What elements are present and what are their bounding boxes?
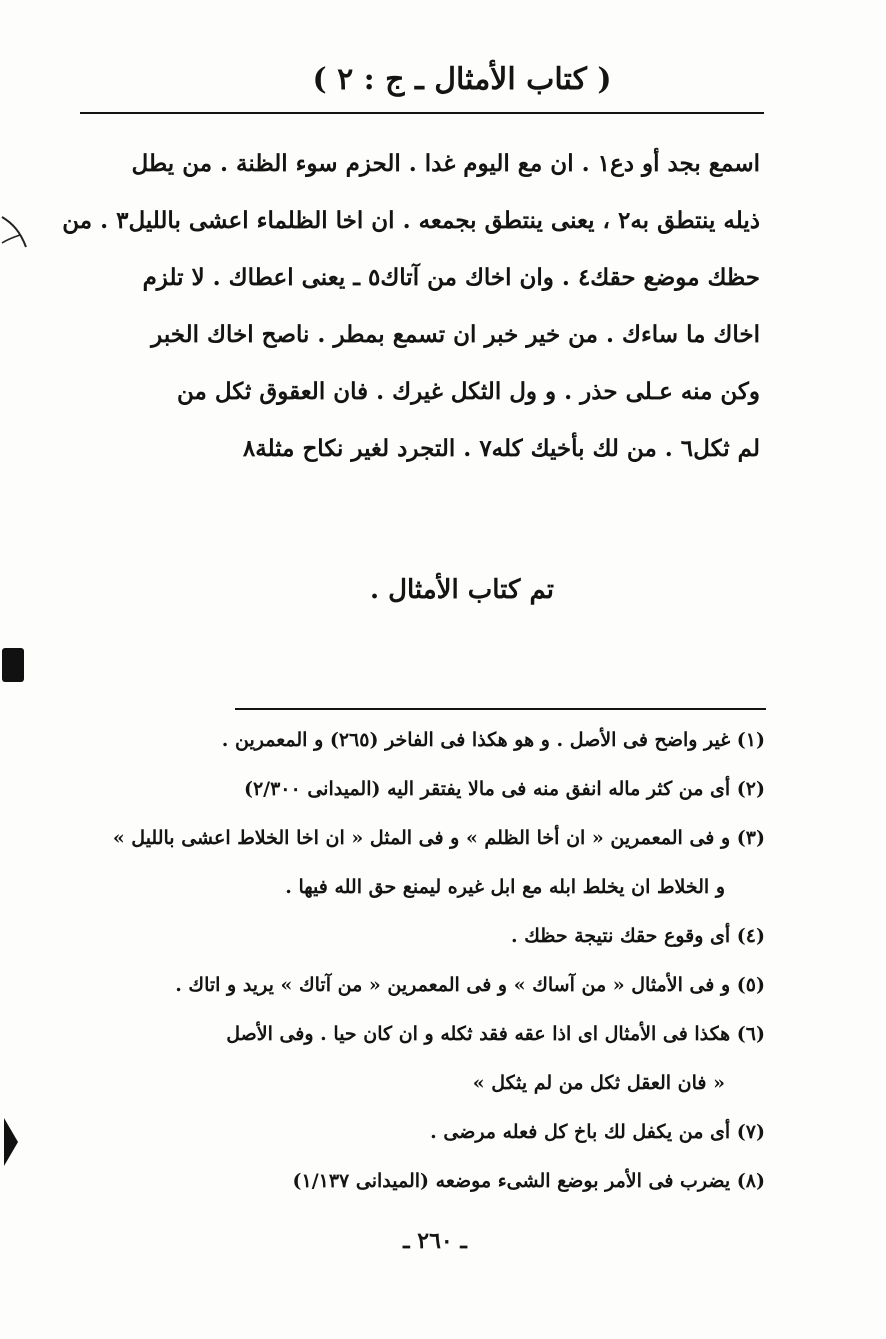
scan-mark-hook bbox=[0, 213, 28, 251]
footnote: (٧) أى من يكفل لك باخ كل فعله مرضى . bbox=[430, 1121, 765, 1143]
footnote: (٤) أى وقوع حقك نتيجة حظك . bbox=[511, 925, 765, 947]
text-line: لم ثكل٦ . من لك بأخيك كله٧ . التجرد لغير نكاح مثلة٨ bbox=[242, 435, 760, 462]
text-line: اسمع بجد أو دع١ . ان مع اليوم غدا . الحزم سوء الظنة . من يطل bbox=[131, 150, 760, 177]
page-number: ـ ٢٦٠ ـ bbox=[403, 1228, 467, 1254]
footnote-continuation: « فان العقل ثكل من لم يثكل » bbox=[472, 1072, 725, 1094]
header-rule bbox=[80, 112, 764, 114]
footnote-rule bbox=[235, 708, 766, 710]
footnote: (٢) أى من كثر ماله انفق منه فى مالا يفتقر اليه (الميدانى ٢/٣٠٠) bbox=[243, 778, 765, 800]
running-header: ( كتاب الأمثال ـ ج : ٢ ) bbox=[312, 62, 612, 97]
footnote-continuation: و الخلاط ان يخلط ابله مع ابل غيره ليمنع حق الله فيها . bbox=[285, 876, 725, 898]
footnote: (٥) و فى الأمثال « من آساك » و فى المعمرين « من آتاك » يريد و اتاك . bbox=[175, 974, 765, 996]
footnote: (٦) هكذا فى الأمثال اى اذا عقه فقد ثكله و ان كان حيا . وفى الأصل bbox=[226, 1023, 765, 1045]
text-line: اخاك ما ساءك . من خير خبر ان تسمع بمطر . ناصح اخاك الخبر bbox=[151, 321, 760, 348]
footnote: (٨) يضرب فى الأمر بوضع الشىء موضعه (الميدانى ١/١٣٧) bbox=[292, 1170, 765, 1192]
scan-mark-triangle bbox=[4, 1118, 18, 1166]
text-line: وكن منه عـلى حذر . و ول الثكل غيرك . فان العقوق ثكل من bbox=[176, 378, 760, 405]
text-line: ذيله ينتطق به٢ ، يعنى ينتطق بجمعه . ان اخا الظلماء اعشى بالليل٣ . من bbox=[62, 207, 760, 234]
scan-mark-block bbox=[2, 648, 24, 682]
end-of-book-note: تم كتاب الأمثال . bbox=[369, 575, 554, 605]
footnote: (٣) و فى المعمرين « ان أخا الظلم » و فى المثل « ان اخا الخلاط اعشى بالليل » bbox=[112, 827, 765, 849]
footnote: (١) غير واضح فى الأصل . و هو هكذا فى الفاخر (٢٦٥) و المعمرين . bbox=[221, 729, 765, 751]
footnotes bbox=[100, 716, 765, 1206]
main-text bbox=[62, 135, 760, 477]
text-line: حظك موضع حقك٤ . وان اخاك من آتاك٥ ـ يعنى اعطاك . لا تلزم bbox=[142, 264, 760, 291]
